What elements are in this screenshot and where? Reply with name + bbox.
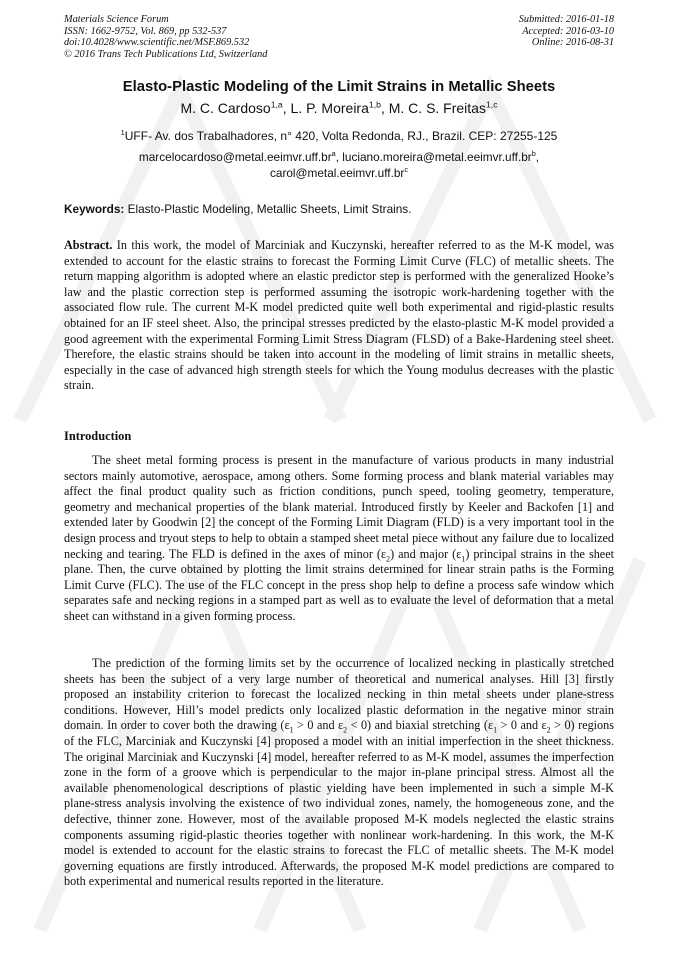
submission-dates xyxy=(519,14,614,49)
strain-symbol: ε xyxy=(380,546,387,561)
keywords-label: Keywords: xyxy=(64,202,125,216)
email-link[interactable]: luciano.moreira@metal.eeimvr.uff.br xyxy=(342,150,532,164)
abstract xyxy=(64,238,614,394)
keywords-text: Elasto-Plastic Modeling, Metallic Sheets, Limit Strains. xyxy=(124,202,412,216)
keywords xyxy=(64,202,411,216)
submitted-date: Submitted: 2016-01-18 xyxy=(518,14,614,25)
strain-symbol: ε xyxy=(338,718,344,733)
section-heading-introduction: Introduction xyxy=(64,429,132,443)
strain-symbol: ε xyxy=(456,546,462,561)
accepted-date: Accepted: 2016-03-10 xyxy=(522,25,614,37)
author-name: M. C. S. Freitas xyxy=(388,100,486,116)
author-name: M. C. Cardoso xyxy=(180,100,271,116)
introduction-paragraph-1: The sheet metal forming process is present in the manufacture of various products in many industrial sectors mainly automotive, aerospace, among others. Some forming process and blank material variables may affect the final product quality such as friction conditions, punch speed, tooling geometry, temperature, geometry and mechanical properties of the blank material. Introduced firstly by Keeler and Backofen [1] and extended later by Goodwin [2] the concept of the Forming Limit Diagram (FLD) is a very important tool in the design process and tryout steps to help to obtain a stamped sheet metal piece without any failure due to localized necking and tearing. The FLD is defined in the axes of minor $(\varepsilon_2)$ and major $(\varepsilon_1)$ principal strains in the sheet plane. Then, the curve obtained by plotting the limit strains determined for linear strain paths is the Forming Limit Curve (FLC). The use of the FLC concept in the press shop help to define a process safe window which separates safe and necking regions in a stamped part as well as to evaluate the level of deformation that a metal sheet can withstand in a given forming process. xyxy=(64,453,615,623)
author-emails: $marcelocardoso@metal.eeimvr.uff.br^a$, $luciano.moreira@metal.eeimvr.uff.br^b$, $carol@metal.eeimvr.uff.br^c$ xyxy=(138,149,540,180)
author-name: L. P. Moreira xyxy=(290,100,369,116)
abstract-label: Abstract. xyxy=(64,238,113,252)
strain-symbol: ε xyxy=(541,718,547,733)
affiliation-marker: 1 xyxy=(120,128,125,137)
author-affiliation-marker: 1,b xyxy=(368,99,381,110)
paper-title: Elasto-Plastic Modeling of the Limit Strains in Metallic Sheets xyxy=(122,79,556,95)
author-list: M. C. Cardoso$^{1,a}$, L. P. Moreira$^{1,b}$, M. C. S. Freitas$^{1,c}$ xyxy=(180,99,498,116)
online-date: Online: 2016-08-31 xyxy=(531,37,614,49)
introduction-paragraph-2: The prediction of the forming limits set by the occurrence of localized necking in plastically stretched sheets has been the subject of a very large number of theoretical and numerical analyses. Hill [3] firstly proposed an instability criterion to forecast the localized necking in thin metal sheets under plane-stress conditions. However, Hill’s model predicts only localized plastic deformation in the negative minor strain domain. In order to cover both the drawing ($\varepsilon_1 > 0$ and $\varepsilon_2 < 0$) and biaxial stretching ($\varepsilon_1 > 0$ and $\varepsilon_2 > 0$) regions of the FLC, Marciniak and Kuczynski [4] proposed a model with an initial imperfection in the sheet thickness. The original Marciniak and Kuczynski [4] model, hereafter referred to as M-K model, assumes the imperfection zone in the form of a groove which is perpendicular to the major in-plane principal stress. Almost all the available phenomenological descriptions of plastic yielding have been implemented in such a simple M-K plane-stress analysis involving the existence of two individual zones, namely, the homogeneous zone, and the defective, thinner zone. However, most of the available proposed M-K models neglected the elastic strains components assuming rigid-plastic theories together with nonlinear work-hardening. In this work, the M-K model is extended to account for the elastic strains to forecast the FLC of metallic sheets. The M-K model governing equations are firstly introduced. Afterwards, the proposed M-K model predictions are compared to both experimental and numerical results reported in the literature. xyxy=(64,656,614,889)
strain-symbol: ε xyxy=(487,718,494,733)
affiliation xyxy=(0,129,678,143)
author-affiliation-marker: 1,a xyxy=(270,99,283,110)
journal-info xyxy=(64,14,267,60)
abstract-text: In this work, the model of Marciniak and Kuczynski, hereafter referred to as the M-K model, was extended to account for the elastic strains to forecast the Forming Limit Curve (FLC) of metallic sheets. The return mapping algorithm is adopted where an elastic predictor step is performed with the generalized Hooke’s law and the plastic correction step is performed assuming the isotropic work-hardening together with the associated flow rule. The current M-K model predicted quite well both experimental and rigid-plastic results obtained for an IF steel sheet. Also, the principal stresses predicted by the elasto-plastic M-K model provided a good agreement with the experimental Forming Limit Stress Diagram (FLSD) of a Bake-Hardening steel sheet. Therefore, the elastic strains should be taken into account in the modeling of limit strains in metallic sheets, especially in the case of advanced high strength steels for which the Young modulus decreases with the plastic strain. xyxy=(64,238,614,393)
strain-symbol: ε xyxy=(284,718,290,733)
author-affiliation-marker: 1,c xyxy=(485,99,498,110)
doi-line: doi:10.4028/www.scientific.net/MSF.869.532 xyxy=(64,37,250,49)
email-link[interactable]: marcelocardoso@metal.eeimvr.uff.br xyxy=(138,150,332,164)
copyright-line: © 2016 Trans Tech Publications Ltd, Switzerland xyxy=(64,48,268,60)
email-link[interactable]: carol@metal.eeimvr.uff.br xyxy=(269,166,405,180)
issn-line: ISSN: 1662-9752, Vol. 869, pp 532-537 xyxy=(64,25,227,37)
journal-name: Materials Science Forum xyxy=(64,14,169,25)
affiliation-text: UFF- Av. dos Trabalhadores, n° 420, Volta Redonda, RJ., Brazil. CEP: 27255-125 xyxy=(124,129,558,143)
